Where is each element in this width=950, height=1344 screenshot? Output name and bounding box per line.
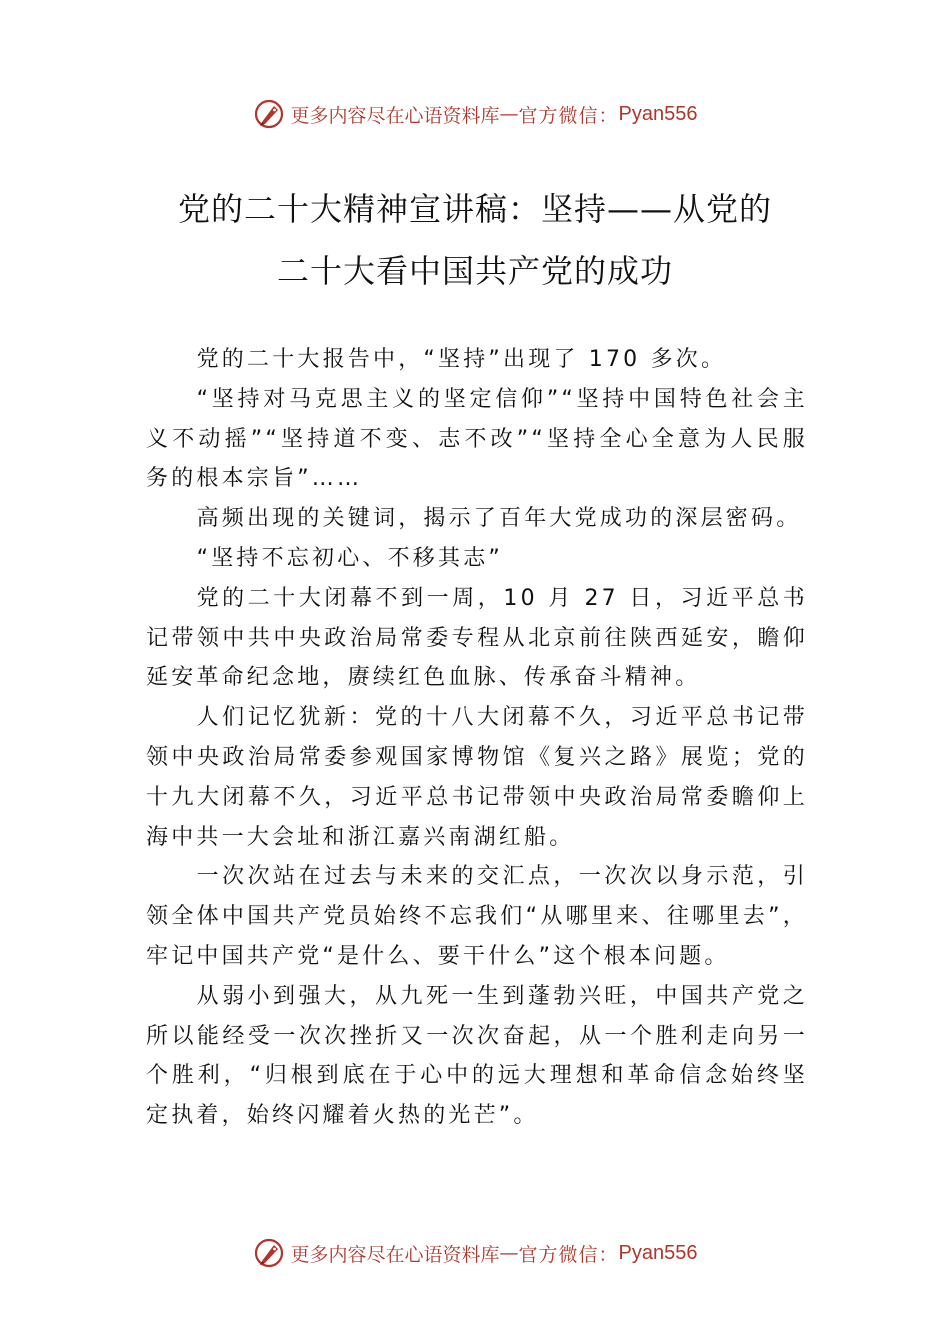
paragraph: 从弱小到强大，从九死一生到蓬勃兴旺，中国共产党之所以能经受一次次挫折又一次次奋起，从一个胜利走向另一个胜利，“归根到底在于心中的远大理想和革命信念始终坚定执着，始终闪耀着火热的光芒”。 bbox=[146, 983, 808, 1129]
pen-nib-logo-icon bbox=[253, 98, 285, 130]
document-title bbox=[0, 178, 950, 302]
banner-separator: — bbox=[499, 1242, 519, 1264]
paragraph: 党的二十大报告中，“坚持”出现了 170 多次。 bbox=[196, 347, 727, 372]
document-body bbox=[146, 340, 808, 1136]
library-name: 更多内容尽在心语资料库 bbox=[290, 104, 500, 127]
paragraph: 党的二十大闭幕不到一周，10 月 27 日，习近平总书记带领中共中央政治局常委专程从北京前往陕西延安，瞻仰延安革命纪念地，赓续红色血脉、传承奋斗精神。 bbox=[146, 585, 808, 691]
footer-watermark-banner bbox=[0, 1233, 950, 1273]
header-watermark-banner bbox=[0, 94, 950, 134]
paragraph: 高频出现的关键词，揭示了百年大党成功的深层密码。 bbox=[196, 506, 802, 532]
paragraph: “坚持不忘初心、不移其志” bbox=[196, 545, 503, 571]
paragraph: 人们记忆犹新：党的十八大闭幕不久，习近平总书记带领中央政治局常委参观国家博物馆《复兴之路》展览；党的十九大闭幕不久，习近平总书记带领中央政治局常委瞻仰上海中共一大会址和浙江嘉兴南湖红船。 bbox=[146, 705, 808, 850]
paragraph: “坚持对马克思主义的坚定信仰”“坚持中国特色社会主义不动摇”“坚持道不变、志不改”“坚持全心全意为人民服务的根本宗旨”…… bbox=[146, 386, 808, 492]
wechat-id: Pyan556 bbox=[618, 1241, 698, 1264]
paragraph: 一次次站在过去与未来的交汇点，一次次以身示范，引领全体中国共产党员始终不忘我们“从哪里来、往哪里去”，牢记中国共产党“是什么、要干什么”这个根本问题。 bbox=[146, 864, 808, 969]
wechat-label: 官方微信： bbox=[518, 104, 619, 127]
banner-separator: — bbox=[499, 103, 519, 125]
pen-nib-logo-icon bbox=[253, 1237, 285, 1269]
title-line-2: 二十大看中国共产党的成功 bbox=[276, 252, 673, 290]
wechat-label: 官方微信： bbox=[518, 1243, 619, 1266]
library-name: 更多内容尽在心语资料库 bbox=[290, 1243, 500, 1266]
wechat-id: Pyan556 bbox=[618, 102, 698, 125]
title-line-1: 党的二十大精神宣讲稿：坚持——从党的 bbox=[177, 190, 772, 228]
